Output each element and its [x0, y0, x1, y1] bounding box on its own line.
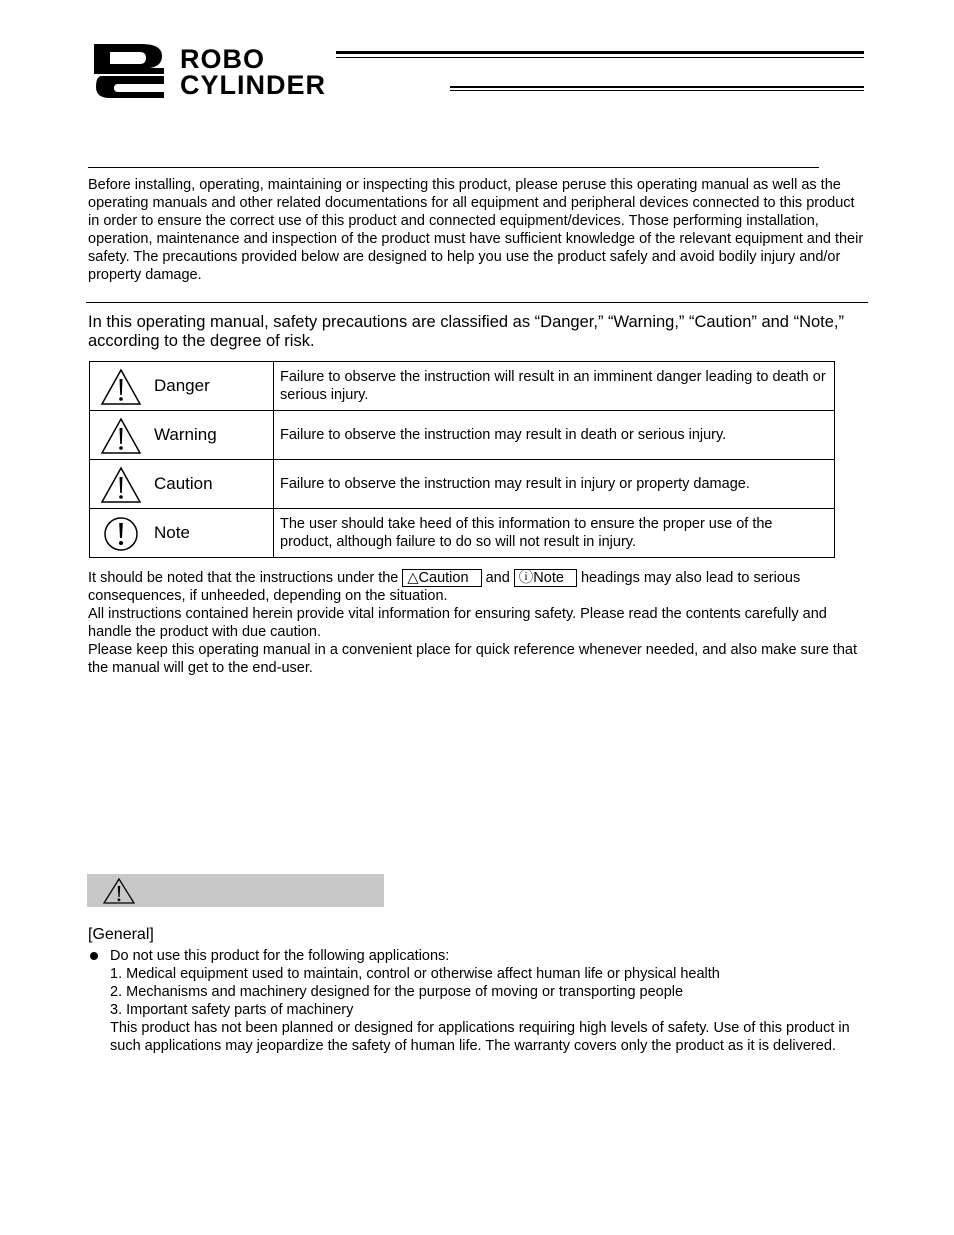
- warning-triangle-icon: [100, 466, 142, 504]
- caution-inline-icon: △: [407, 570, 419, 586]
- caution-banner: [87, 874, 384, 907]
- notes-and: and: [485, 570, 510, 586]
- notes-block: [88, 569, 863, 677]
- notes-line1-post: headings may also lead to serious consequences, if unheeded, depending on the situation.: [88, 570, 801, 604]
- header-rule-lower: [450, 86, 864, 88]
- header-rule-lower-thin: [450, 90, 864, 91]
- table-row: [90, 411, 835, 460]
- level-label: Caution: [154, 474, 213, 493]
- warning-triangle-icon: [100, 368, 142, 406]
- header-rule-thin: [336, 57, 864, 58]
- notes-line1-pre: It should be noted that the instructions under the: [88, 570, 399, 586]
- level-cell: [90, 509, 274, 558]
- header-rule-thick: [336, 51, 864, 54]
- rc-logo-icon: [92, 42, 170, 98]
- level-label: Warning: [154, 425, 217, 444]
- bullet-text: Do not use this product for the following applications:: [110, 948, 450, 964]
- section-divider-top: [88, 167, 819, 168]
- logo-text-line2: CYLINDER: [180, 70, 327, 100]
- level-description: Failure to observe the instruction will result in an imminent danger leading to death or serious injury.: [274, 362, 835, 411]
- list-item: 3. Important safety parts of machinery: [110, 1002, 354, 1018]
- note-inline-box: [514, 569, 577, 587]
- level-cell: [90, 460, 274, 509]
- note-inline-icon: ⓘ: [518, 570, 534, 586]
- logo-text-line1: ROBO: [180, 44, 265, 74]
- list-item: [88, 947, 868, 965]
- table-row: [90, 460, 835, 509]
- level-label: Note: [154, 523, 190, 542]
- warning-triangle-icon: [100, 417, 142, 455]
- section-divider-middle: [86, 302, 868, 303]
- bullet-icon: [90, 952, 98, 960]
- level-label: Danger: [154, 376, 210, 395]
- caution-inline-label: Caution: [418, 570, 469, 586]
- level-description: Failure to observe the instruction may result in death or serious injury.: [274, 411, 835, 460]
- intro-paragraph: Before installing, operating, maintaining or inspecting this product, please peruse this operating manual as well as the operating manuals and other related documentations for all equipment and peripheral devices connected to this product in order to ensure the correct use of this product and connected equipment/devices. Those performing installation, operation, maintenance and inspection of the product must have sufficient knowledge of the relevant equipment and their safety. The precautions provided below are designed to help you use the product safely and avoid bodily injury and/or property damage.: [88, 177, 864, 283]
- notes-line-2: All instructions contained herein provide vital information for ensuring safety. Please read the contents carefully and handle the product with due caution.: [88, 606, 827, 640]
- general-list: [88, 947, 868, 1055]
- general-closing: This product has not been planned or designed for applications requiring high levels of safety. Use of this product in such applications may jeopardize the safety of human life. The warranty covers only the product as it is delivered.: [110, 1020, 850, 1054]
- exclamation-circle-icon: [100, 515, 142, 553]
- table-row: [90, 509, 835, 558]
- risk-level-table: [89, 361, 835, 558]
- general-heading: [General]: [88, 926, 154, 943]
- notes-line-1: [88, 569, 863, 605]
- list-item: 1. Medical equipment used to maintain, control or otherwise affect human life or physical health: [110, 966, 720, 982]
- list-item: 2. Mechanisms and machinery designed for the purpose of moving or transporting people: [110, 984, 684, 1000]
- table-row: [90, 362, 835, 411]
- level-cell: [90, 411, 274, 460]
- level-cell: [90, 362, 274, 411]
- notes-line-3: Please keep this operating manual in a convenient place for quick reference whenever needed, and also make sure that the manual will get to the end-user.: [88, 642, 857, 676]
- classification-paragraph: In this operating manual, safety precautions are classified as “Danger,” “Warning,” “Caution” and “Note,” according to the degree of risk.: [88, 313, 844, 350]
- warning-triangle-icon: [103, 878, 135, 904]
- caution-inline-box: [402, 569, 481, 587]
- note-inline-label: Note: [533, 570, 564, 586]
- level-description: The user should take heed of this information to ensure the proper use of the product, although failure to do so will not result in injury.: [274, 509, 835, 558]
- level-description: Failure to observe the instruction may result in injury or property damage.: [274, 460, 835, 509]
